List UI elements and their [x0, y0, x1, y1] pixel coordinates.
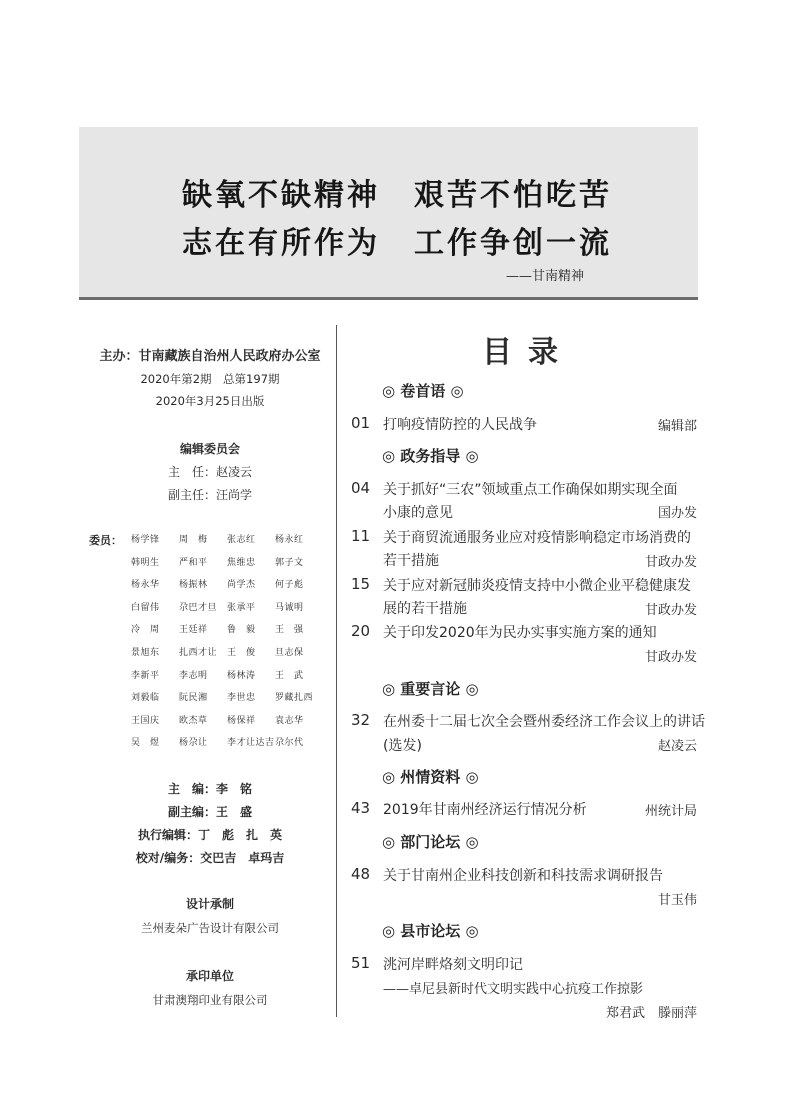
toc-page-number: 51 [351, 954, 371, 972]
toc-entry-title-cont[interactable]: (选发) [383, 738, 422, 754]
toc-entry-author: 州统计局 [644, 804, 697, 819]
toc-page-number: 15 [351, 575, 371, 593]
toc-entry-title[interactable]: 关于甘南州企业科技创新和科技需求调研报告 [383, 868, 663, 884]
deputy-director: 副主任：汪尚学 [167, 488, 253, 502]
committee-member: 尕巴才旦 [179, 602, 218, 613]
committee-member: 刘毅临 [131, 693, 160, 704]
committee-member: 王 武 [275, 670, 304, 681]
committee-member: 杨保祥 [227, 715, 256, 726]
committee-member: 杨振林 [179, 580, 208, 591]
committee-member: 韩明生 [131, 557, 160, 568]
sponsor: 主办：甘南藏族自治州人民政府办公室 [99, 349, 321, 364]
toc-page-number: 32 [351, 711, 371, 729]
committee-member: 严和平 [179, 557, 208, 568]
committee-member: 焦维忠 [227, 557, 256, 568]
slogan-1b: 艰苦不怕吃苦 [414, 178, 612, 213]
toc-entry-author: 编辑部 [657, 419, 697, 434]
committee-member: 鲁 毅 [227, 625, 256, 636]
column-divider [336, 325, 337, 1017]
committee-member: 王 强 [275, 625, 304, 636]
print-company: 甘肃澳翔印业有限公司 [152, 993, 268, 1007]
slogan-2a: 志在有所作为 [182, 226, 380, 261]
committee-member: 杨永红 [275, 535, 304, 545]
committee-member: 郭子文 [275, 557, 304, 568]
toc-entry-title[interactable]: 打响疫情防控的人民战争 [383, 417, 537, 433]
committee-member: 马诚明 [275, 602, 304, 613]
slogan-1a: 缺氧不缺精神 [182, 178, 380, 213]
deputy-chief-editor: 副主编：王 盛 [167, 805, 253, 819]
section-heading: ◎ 部门论坛 ◎ [382, 833, 479, 851]
committee-member: 杨尕让 [179, 738, 208, 749]
committee-member: 王国庆 [131, 715, 160, 726]
toc-entry-title-cont[interactable]: 若干措施 [383, 553, 439, 569]
toc-entry-title[interactable]: 洮河岸畔烙刻文明印记 [383, 957, 523, 973]
committee-member: 吴 煜 [131, 738, 160, 749]
toc-entry-author: 国办发 [657, 506, 697, 521]
executive-editor: 执行编辑：丁 彪 扎 英 [137, 828, 283, 842]
toc-page-number: 43 [351, 799, 371, 817]
committee-member: 李世忠 [227, 693, 256, 704]
committee-member: 张志红 [227, 535, 256, 545]
issue-number: 2020年第2期 总第197期 [140, 372, 280, 386]
committee-member: 阮民湘 [179, 693, 208, 704]
banner-divider [79, 297, 698, 300]
committee-member: 冷 周 [131, 625, 160, 636]
proofreaders: 校对/编务：交巴吉 卓玛吉 [135, 851, 285, 865]
slogan-2b: 工作争创一流 [414, 226, 612, 261]
toc-entry-title-cont[interactable]: 展的若干措施 [383, 601, 467, 617]
slogan-line-2 [182, 218, 612, 262]
committee-member: 尕尔代 [275, 738, 304, 749]
committee-member: 杨林涛 [227, 670, 256, 681]
toc-entry-author: 郑君武 滕丽萍 [605, 1006, 697, 1021]
committee-member: 周 梅 [179, 535, 208, 545]
toc-entry-author: 甘政办发 [644, 650, 697, 665]
committee-member: 张承平 [227, 602, 256, 613]
toc-entry-author: 甘政办发 [644, 555, 697, 570]
toc-page-number: 20 [351, 622, 371, 640]
committee-members-label: 委员： [89, 534, 122, 547]
committee-member: 李新平 [131, 670, 160, 681]
toc-page-number: 48 [351, 865, 371, 883]
publish-date: 2020年3月25日出版 [155, 394, 265, 408]
print-title: 承印单位 [185, 969, 235, 983]
committee-member: 袁志华 [275, 715, 304, 726]
slogan-line-1 [182, 170, 612, 214]
section-heading: ◎ 重要言论 ◎ [382, 680, 479, 698]
toc-entry-subtitle[interactable]: ——卓尼县新时代文明实践中心抗疫工作掠影 [383, 982, 644, 997]
committee-member: 李才让达吉 [227, 738, 275, 749]
committee-member: 王 俊 [227, 647, 256, 658]
toc-entry-title-cont[interactable]: 小康的意见 [383, 505, 453, 521]
committee-member: 景旭东 [131, 647, 160, 658]
section-heading: ◎ 卷首语 ◎ [382, 382, 464, 400]
committee-member: 欧杰草 [179, 715, 208, 726]
committee-member: 王廷祥 [179, 625, 208, 636]
toc-entry-author: 赵凌云 [657, 739, 697, 754]
toc-entry-author: 甘政办发 [644, 603, 697, 618]
slogan-signature: ——甘南精神 [506, 269, 585, 284]
committee-member: 李志明 [179, 670, 208, 681]
toc-page-number: 04 [351, 479, 371, 497]
toc-entry-title[interactable]: 2019年甘南州经济运行情况分析 [383, 802, 587, 818]
section-heading: ◎ 县市论坛 ◎ [382, 922, 479, 940]
committee-member: 旦志保 [275, 647, 304, 658]
director: 主 任：赵凌云 [167, 465, 253, 479]
toc-title: 目录 [482, 335, 574, 370]
toc-entry-title[interactable]: 关于印发2020年为民办实事实施方案的通知 [383, 625, 657, 641]
toc-entry-author: 甘玉伟 [657, 893, 697, 908]
toc-entry-title[interactable]: 关于商贸流通服务业应对疫情影响稳定市场消费的 [383, 530, 691, 546]
chief-editor: 主 编：李 铭 [167, 782, 253, 796]
design-title: 设计承制 [185, 897, 235, 911]
committee-member: 杨学锋 [131, 535, 160, 545]
toc-page-number: 01 [351, 414, 371, 432]
committee-title: 编辑委员会 [179, 442, 241, 456]
toc-entry-title[interactable]: 关于应对新冠肺炎疫情支持中小微企业平稳健康发 [383, 578, 691, 594]
section-heading: ◎ 政务指导 ◎ [382, 447, 479, 465]
toc-page-number: 11 [351, 527, 371, 545]
committee-member: 尚学杰 [227, 580, 256, 591]
section-heading: ◎ 州情资料 ◎ [382, 768, 479, 786]
committee-member: 何子彪 [275, 580, 304, 591]
committee-members-list [131, 532, 323, 758]
toc-entry-title[interactable]: 关于抓好“三农”领域重点工作确保如期实现全面 [383, 482, 678, 498]
design-company: 兰州麦朵广告设计有限公司 [141, 921, 279, 935]
committee-member: 扎西才让 [179, 647, 218, 658]
toc-entry-title[interactable]: 在州委十二届七次全会暨州委经济工作会议上的讲话 [383, 714, 705, 730]
committee-member: 杨永华 [131, 580, 160, 591]
committee-member: 白留伟 [131, 602, 160, 613]
committee-member: 罗藏扎西 [275, 693, 314, 704]
